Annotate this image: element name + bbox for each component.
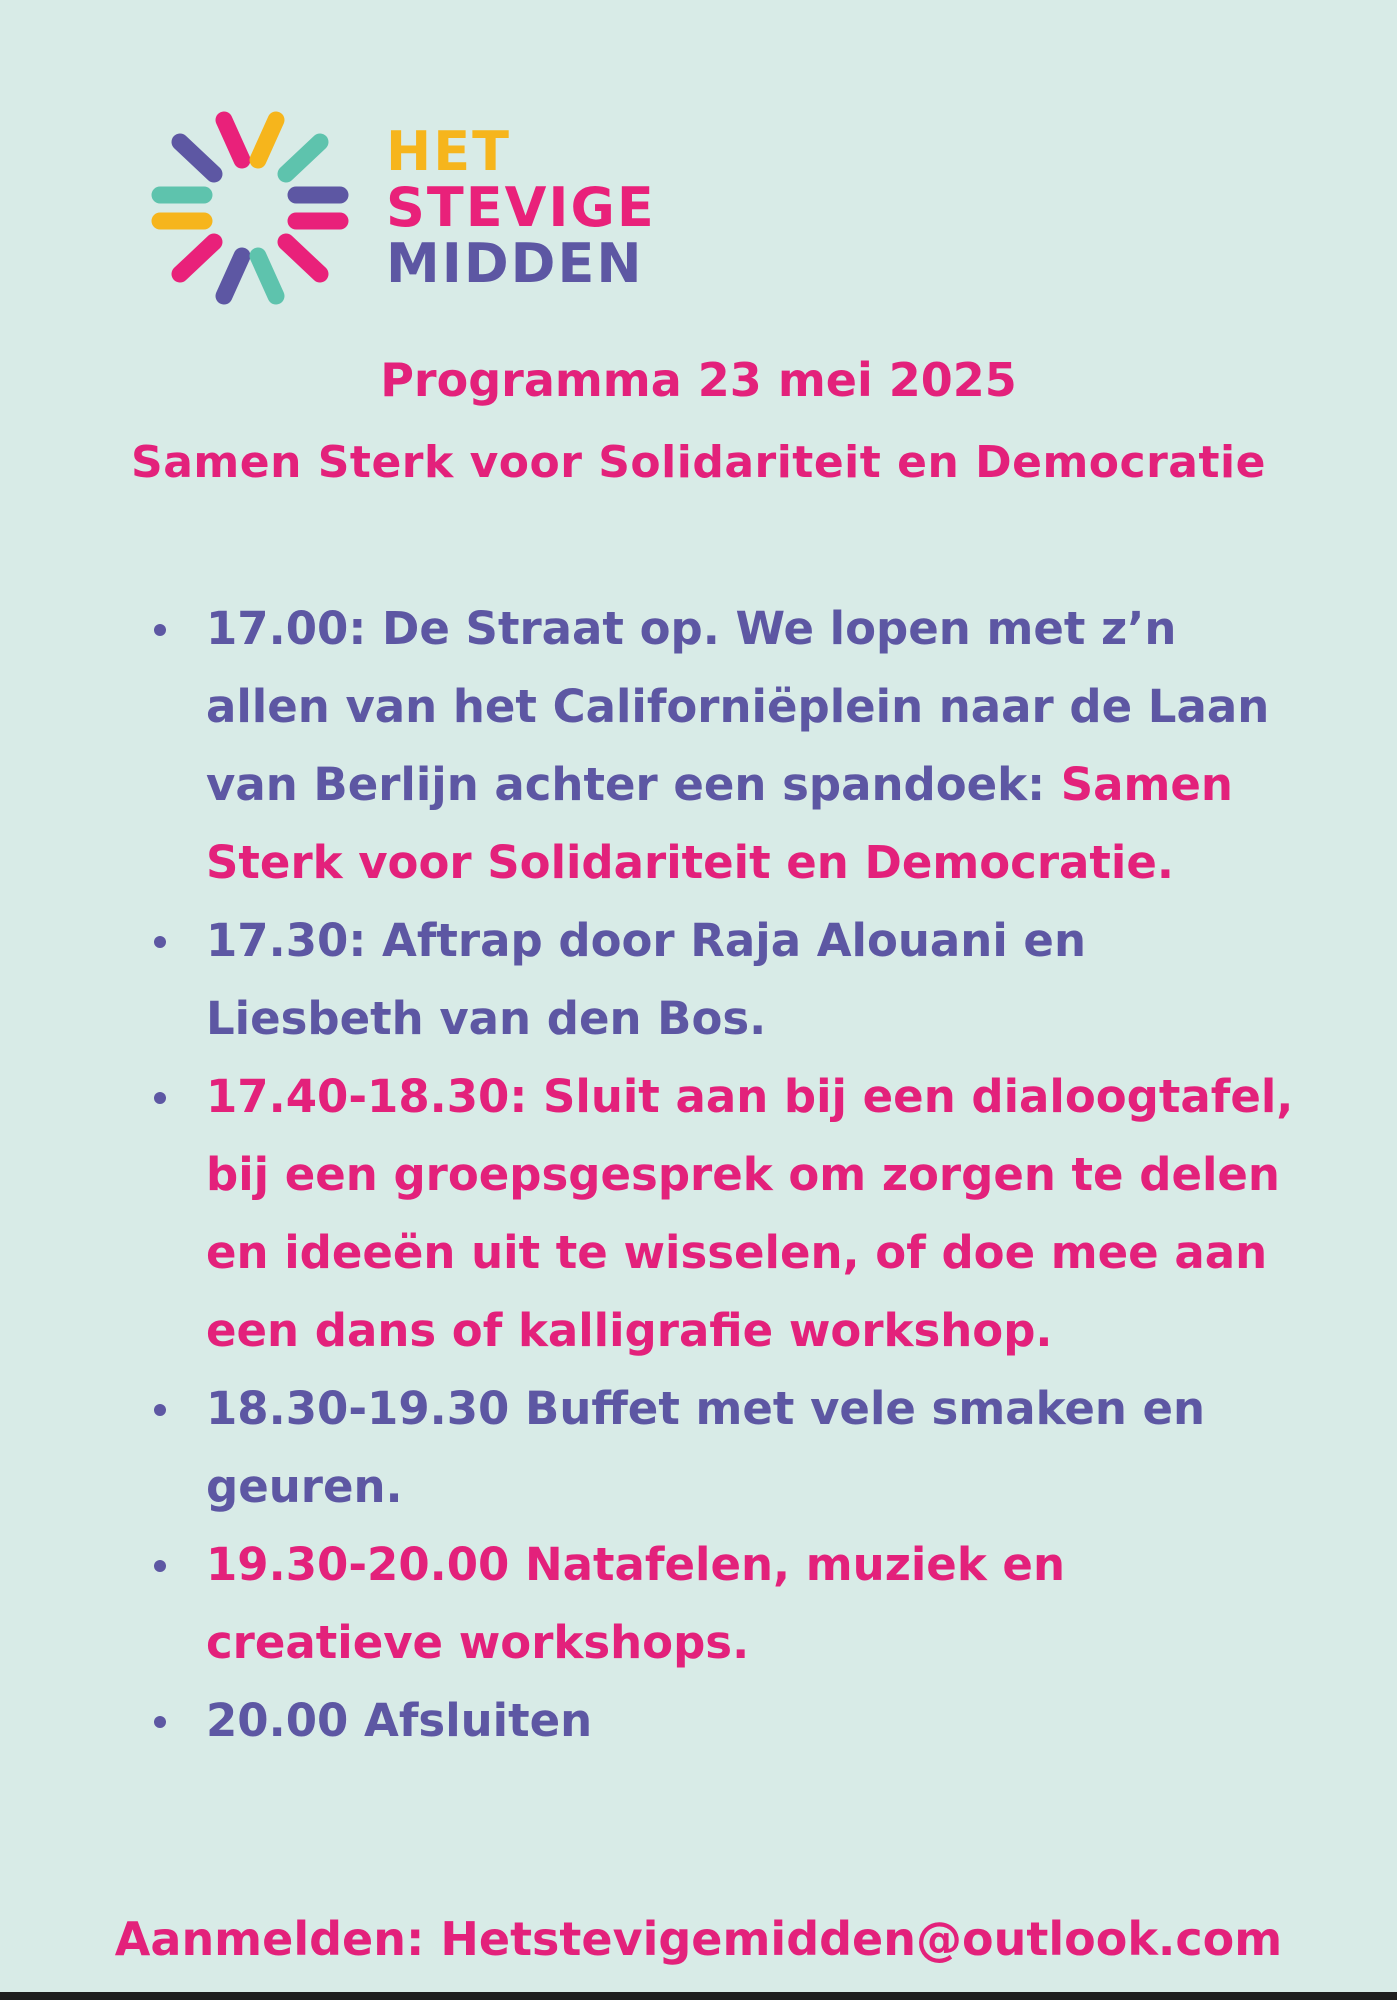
program-item-2000 xyxy=(150,1682,1310,1760)
bullet-icon xyxy=(154,1092,166,1104)
brand-line-2: STEVIGE xyxy=(386,176,656,239)
brand-line-1: HET xyxy=(386,120,511,183)
bullet-icon xyxy=(154,936,166,948)
program-item-1730 xyxy=(150,902,1310,1058)
program-item-1700 xyxy=(150,590,1310,902)
brand-wordmark xyxy=(386,120,656,295)
program-item-1930 xyxy=(150,1526,1310,1682)
star-burst-logo-icon xyxy=(150,108,350,308)
program-item-1740 xyxy=(150,1058,1310,1370)
program-item-text: 19.30-20.00 Natafelen, muziek en creatieve workshops. xyxy=(206,1538,1065,1669)
program-item-text: 17.00: De Straat op. We lopen met z’n allen van het Californiëplein naar de Laan van Berlijn achter een spandoek: xyxy=(206,602,1270,811)
program-subtitle: Samen Sterk voor Solidariteit en Democratie xyxy=(131,437,1266,488)
program-item-1830 xyxy=(150,1370,1310,1526)
bullet-icon xyxy=(154,624,166,636)
program-item-text: 17.40-18.30: Sluit aan bij een dialoogtafel, bij een groepsgesprek om zorgen te delen en ideeën uit te wisselen, of doe mee aan een dans of kalligrafie workshop. xyxy=(206,1070,1294,1357)
program-item-highlight: Samen Sterk voor Solidariteit en Democratie. xyxy=(206,758,1233,889)
bottom-divider xyxy=(0,1992,1397,2000)
bullet-icon xyxy=(154,1404,166,1416)
bullet-icon xyxy=(154,1560,166,1572)
program-item-text: 17.30: Aftrap door Raja Alouani en Liesbeth van den Bos. xyxy=(206,914,1086,1045)
program-title: Programma 23 mei 2025 xyxy=(380,353,1017,407)
program-item-text: 20.00 Afsluiten xyxy=(206,1694,593,1747)
program-item-text: 18.30-19.30 Buffet met vele smaken en geuren. xyxy=(206,1382,1206,1513)
brand-line-3: MIDDEN xyxy=(386,232,644,295)
brand-logo xyxy=(150,108,656,308)
program-list xyxy=(150,590,1310,1760)
signup-email[interactable]: Aanmelden: Hetstevigemidden@outlook.com xyxy=(114,1912,1283,1966)
bullet-icon xyxy=(154,1716,166,1728)
